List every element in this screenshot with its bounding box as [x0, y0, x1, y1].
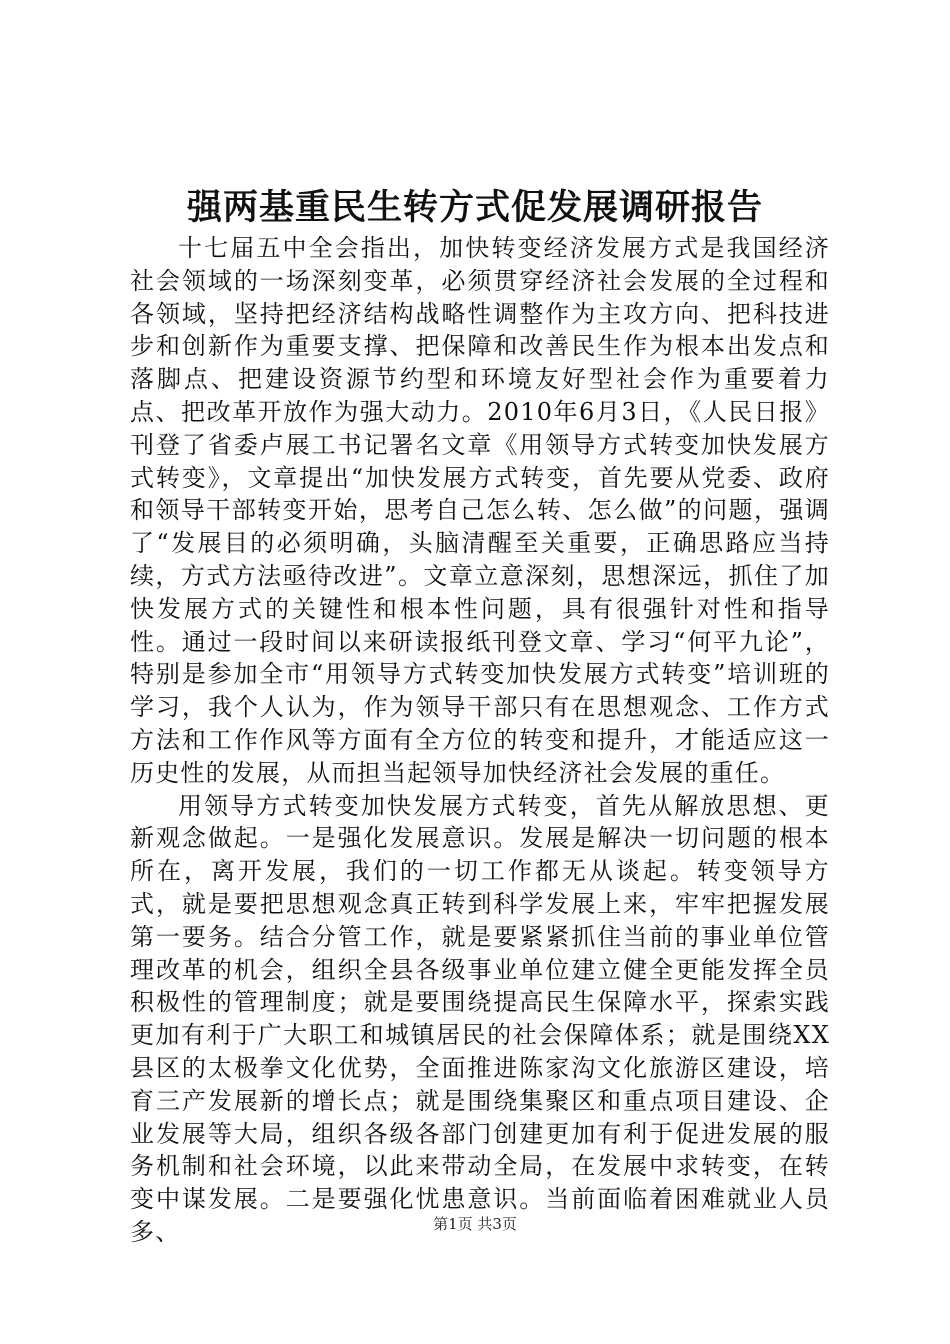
paragraph-1: 十七届五中全会指出，加快转变经济发展方式是我国经济社会领域的一场深刻变革，必须贯穿经济社会发展的全过程和各领域，坚持把经济结构战略性调整作为主攻方向、把科技进步和创新作为重要支撑、把保障和改善民生作为根本出发点和落脚点、把建设资源节约型和环境友好型社会作为重要着力点、把改革开放作为强大动力。2010年6月3日，《人民日报》刊登了省委卢展工书记署名文章《用领导方式转变加快发展方式转变》，文章提出“加快发展方式转变，首先要从党委、政府和领导干部转变开始，思考自己怎么转、怎么做”的问题，强调了“发展目的必须明确，头脑清醒至关重要，正确思路应当持续，方式方法亟待改进”。文章立意深刻，思想深远，抓住了加快发展方式的关键性和根本性问题，具有很强针对性和指导性。通过一段时间以来研读报纸刊登文章、学习“何平九论”，特别是参加全市“用领导方式转变加快发展方式转变”培训班的学习，我个人认为，作为领导干部只有在思想观念、工作方式方法和工作作风等方面有全方位的转变和提升，才能适应这一历史性的发展，从而担当起领导加快经济社会发展的重任。	[130, 234, 830, 787]
document-body	[130, 232, 830, 1249]
page-number-footer: 第1页 共3页	[433, 1215, 517, 1233]
document-title: 强两基重民生转方式促发展调研报告	[186, 187, 763, 228]
paragraph-2: 用领导方式转变加快发展方式转变，首先从解放思想、更新观念做起。一是强化发展意识。发展是解决一切问题的根本所在，离开发展，我们的一切工作都无从谈起。转变领导方式，就是要把思想观念真正转到科学发展上来，牢牢把握发展第一要务。结合分管工作，就是要紧紧抓住当前的事业单位管理改革的机会，组织全县各级事业单位建立健全更能发挥全员积极性的管理制度；就是要围绕提高民生保障水平，探索实践更加有利于广大职工和城镇居民的社会保障体系；就是围绕XX县区的太极拳文化优势，全面推进陈家沟文化旅游区建设，培育三产发展新的增长点；就是围绕集聚区和重点项目建设、企业发展等大局，组织各级各部门创建更加有利于促进发展的服务机制和社会环境，以此来带动全局，在发展中求转变，在转变中谋发展。二是要强化忧患意识。当前面临着困难就业人员多、	[130, 791, 830, 1246]
